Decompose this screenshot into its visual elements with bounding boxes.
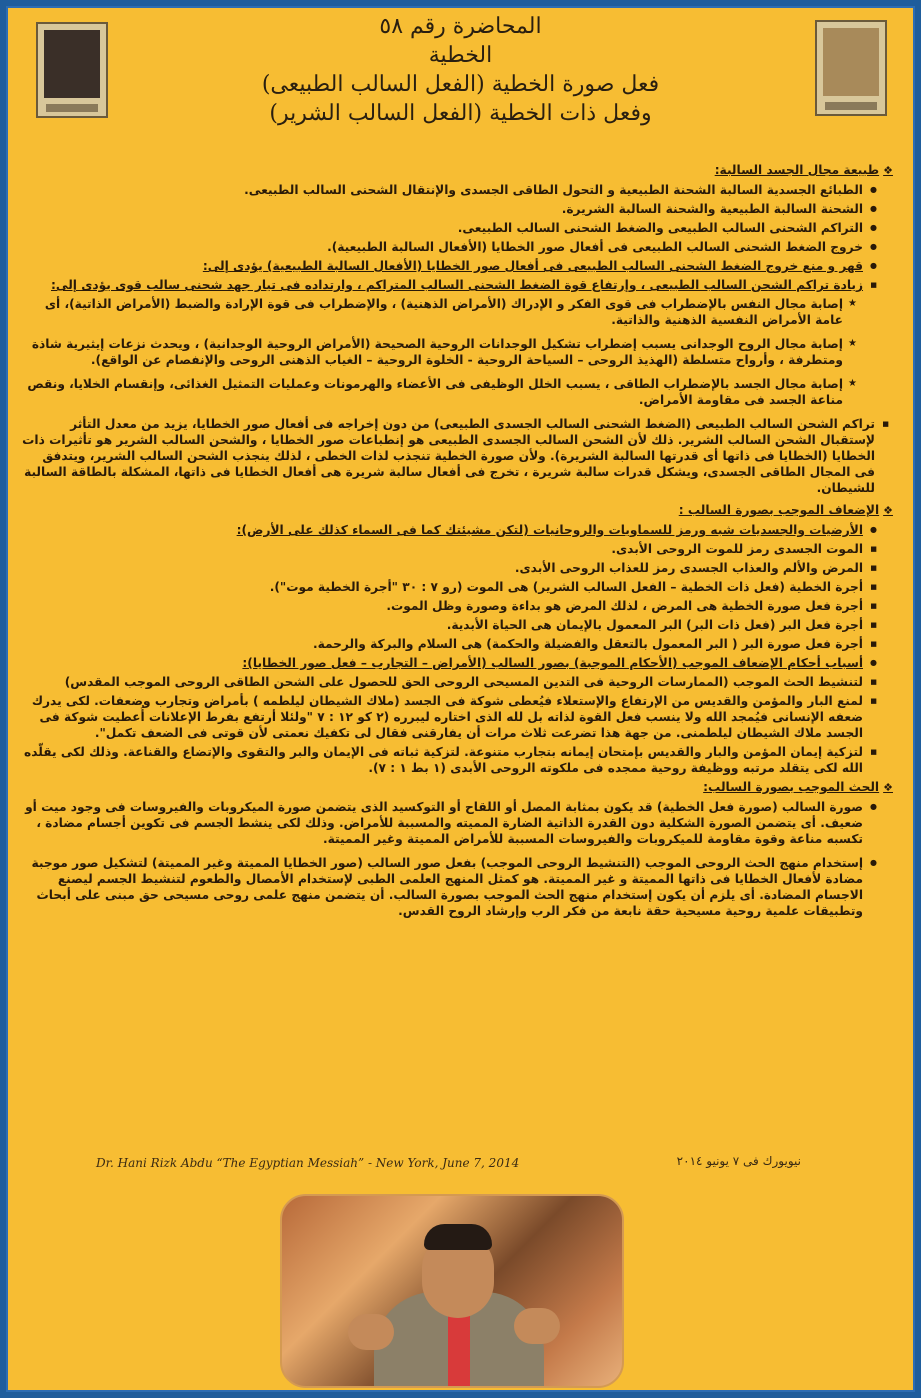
date-line: نيويورك فى ٧ يونيو ٢٠١٤ [676, 1154, 801, 1168]
list-item: ■ أجرة الخطية (فعل ذات الخطية – الفعل السالب الشرير) هى الموت (رو ٧ : ٣٠ "أجرة الخطية موت"). [22, 579, 881, 595]
author-signature: Dr. Hani Rizk Abdu “The Egyptian Messiah” - New York, June 7, 2014 [96, 1156, 520, 1170]
list-item: ■ المرض والألم والعذاب الجسدى رمز للعذاب الروحى الأبدى. [22, 560, 881, 576]
list-item: ■ لمنع البار والمؤمن والقديس من الإرتفاع والإستعلاء فيُعطى شوكة فى الجسد (ملاك الشيطان ليلطمه ) بأمراض وتجارب وضعفات. لكى يدرك ضعفه الإنسانى فيُمجد الله ولا ينسب فعل القوة لذاته بل لله الذى اختاره ليبرره (٢ كو ١٢ : ٧ "ولئلا أرتفع بفرط الإعلانات أُعطيت شوكة فى الجسد ملاك الشيطان ليلطمنى. من جهة هذا تضرعت ثلاث مرات أن يفارقنى فقال لى تكفيك نعمتى لأن قوتى فى الضعف تكمل". [22, 693, 881, 741]
list-item: ■ لتزكية إيمان المؤمن والبار والقديس بإمتحان إيمانه بتجارب متنوعة. لتزكية ثباته فى الإيمان والبر والتقوى والإتضاع والقناعة. وذلك لكى يقلّده الله لكى يتقلد مرتبه ووظيفة روحية ممجده فى ملكوته الروحى الأبدى (١ بط ١ : ٧). [22, 744, 881, 776]
list-item: ● إستخدام منهج الحث الروحى الموجب (التنشيط الروحى الموجب) بفعل صور السالب (صور الخطايا المميتة وغير المميتة) لتشكيل صور موجبة مضادة لأفعال الخطايا فى ذاتها المميتة و غير المميتة. هو كمثل المنهج العلمى الطبى لإستخدام الأمصال والطعوم لتنشيط الجسم ليصنع الاجسام المضادة. أى يلزم أن يكون إستخدام منهج الحث الموجب بصورة السالب. أن يتضمن منهج علمى روحى مسيحى حق مبنى على أبحاث وتطبيقات علمية روحية مسيحية حقة نابعة من فكر الرب وإرشاد الروح القدس. [22, 855, 881, 919]
list-item: ■ أجرة فعل صورة البر ( البر المعمول بالتعقل والفضيلة والحكمة) هى السلام والبركة والرحمة. [22, 636, 881, 652]
list-item: ■ الموت الجسدى رمز للموت الروحى الأبدى. [22, 541, 881, 557]
list-item: ■ زيادة تراكم الشحن السالب الطبيعى ، وإرتفاع قوة الضغط الشحنى السالب المتراكم ، وارتداده فى تيار جهد شحنى سالب قوى يؤدى إلى: [22, 277, 881, 293]
bullet-list [22, 655, 893, 671]
list-item: ■ أجرة فعل صورة الخطية هى المرض ، لذلك المرض هو بداءة وصورة وظل الموت. [22, 598, 881, 614]
book-cover-thumbnail-right [815, 20, 887, 116]
bullet-list [22, 799, 893, 919]
list-item: ● خروج الضغط الشحنى السالب الطبيعى فى أفعال صور الخطايا (الأفعال السالبة الطبيعية). [22, 239, 881, 255]
list-item: ■ تراكم الشحن السالب الطبيعى (الضغط الشحنى السالب الجسدى الطبيعى) من دون إخراجه فى أفعال صور الخطايا، يزيد من معدل التأثر لإستقبال الشحن السالب الشرير. ذلك لأن الشحن السالب الجسدى الطبيعى هو إنطباعات صور الخطايا ، والشحن السالب الشرير هو تأثيرات ذات الخطايا (الخطايا فى ذاتها أى قدرتها السالبة الشريرة). ولأن صورة الخطية تنجذب لذات الخطى ، لذلك ينجذب الشحن السالب الشرير، ويتدفق فى المجال الطاقى الجسدى، ويشكل قدرات سالبة شريرة ، تخرج فى أفعال سالبة شريرة هى أفعال الخطايا فى ذاتها، المشكلة بالطاقة السالبة للشيطان. [22, 416, 893, 496]
bullet-list [22, 182, 893, 274]
document-page [6, 6, 915, 1392]
list-item: ● أسباب أحكام الإضعاف الموجب (الأحكام الموجبة) بصور السالب (الأمراض – التجارب – فعل صور الخطايا): [22, 655, 881, 671]
list-item: ● الأرضيات والجسديات شبه ورمز للسماويات والروحانيات (لتكن مشيئتك كما فى السماء كذلك على الأرض): [22, 522, 881, 538]
list-item: ● قهر و منع خروج الضغط الشحنى السالب الطبيعى فى أفعال صور الخطايا (الأفعال السالبة الطبيعية) يؤدى إلى: [22, 258, 881, 274]
sub-list [22, 674, 893, 776]
diamond-bullet-icon: ❖ [883, 781, 893, 794]
section-heading: ❖طبيعة مجال الجسد السالبة: [714, 163, 893, 177]
photo-hand-shape [514, 1308, 560, 1344]
sub-list [22, 277, 893, 293]
section-heading: ❖الإضعاف الموجب بصورة السالب : [678, 503, 893, 517]
diamond-bullet-icon: ❖ [883, 504, 893, 517]
book-cover-thumbnail-left [36, 22, 108, 118]
speaker-photo [280, 1194, 624, 1388]
photo-hand-shape [348, 1314, 394, 1350]
photo-hair-shape [424, 1224, 492, 1250]
list-item: ● صورة السالب (صورة فعل الخطية) قد يكون بمثابة المصل أو اللقاح أو التوكسيد الذى يتضمن صورة الميكروبات والفيروسات فى وجود ميت أو ضعيف. أى يتضمن الصورة الشكلية دون القدرة الذاتية الضارة المميته والمسببة للأمراض. وذلك لكى ينشط الجسم فى تكوين أجسام مضادة ، تكسبه مناعة وقوة مقاومة للميكروبات والفيروسات المسببة للأمراض المميتة وغير المميتة. [22, 799, 881, 847]
lecture-topic: الخطية [428, 43, 493, 68]
cover-image [823, 28, 879, 96]
list-item: ● التراكم الشحنى السالب الطبيعى والضغط الشحنى السالب الطبيعى. [22, 220, 881, 236]
lecture-subtitle-2: وفعل ذات الخطية (الفعل السالب الشرير) [269, 101, 652, 126]
closing-list [22, 416, 893, 496]
cover-caption-band [46, 104, 98, 112]
sub-list [22, 541, 893, 652]
list-item: ★ إصابة مجال الجسد بالإضطراب الطاقى ، يسبب الخلل الوظيفى فى الأعضاء والهرمونات وعمليات التمثيل الغذائى، وإنقسام الخلايا، ونقص مناعة الجسد فى مقاومة الأمراض. [22, 376, 861, 408]
bullet-list [22, 522, 893, 538]
diamond-bullet-icon: ❖ [883, 164, 893, 177]
list-item: ★ إصابة مجال الروح الوجدانى يسبب إضطراب تشكيل الوجدانات الروحية الصحيحة (الأمراض الروحية الوجدانية) ، ويحدث نزعات إيثيرية شاذة ومتطرفة ، وأرواح متسلطة (الهذيذ الروحى – السياحة الروحية - الخلوة الروحية – الغياب الذهنى الروحى والإنفصام عن الواقع). [22, 336, 861, 368]
cover-caption-band [825, 102, 877, 110]
portrait-image [44, 30, 100, 98]
list-item: ■ لتنشيط الحث الموجب (الممارسات الروحية فى التدين المسيحى الروحى الحق للحصول على الشحن الطاقى الروحى الموجب المقدس) [22, 674, 881, 690]
lecture-body [22, 160, 893, 922]
star-list [22, 296, 893, 408]
list-item: ■ أجرة فعل البر (فعل ذات البر) البر المعمول بالإيمان هى الحياة الأبدية. [22, 617, 881, 633]
list-item: ● الشحنة السالبة الطبيعية والشحنة السالبة الشريرة. [22, 201, 881, 217]
lecture-number: المحاضرة رقم ٥٨ [379, 14, 542, 39]
lecture-subtitle-1: فعل صورة الخطية (الفعل السالب الطبيعى) [261, 72, 660, 97]
lecture-header [148, 12, 773, 128]
list-item: ● الطبائع الجسدية السالبة الشحنة الطبيعية و التحول الطاقى الجسدى والإنتقال الشحنى السالب الطبيعى. [22, 182, 881, 198]
list-item: ★ إصابة مجال النفس بالإضطراب فى قوى الفكر و الإدراك (الأمراض الذهنية) ، والإضطراب فى قوة الإرادة والضبط (الأمراض الذاتية)، أى عامة الأمراض النفسية الذهنية والذاتية. [22, 296, 861, 328]
section-heading: ❖الحث الموجب بصورة السالب: [703, 780, 893, 794]
